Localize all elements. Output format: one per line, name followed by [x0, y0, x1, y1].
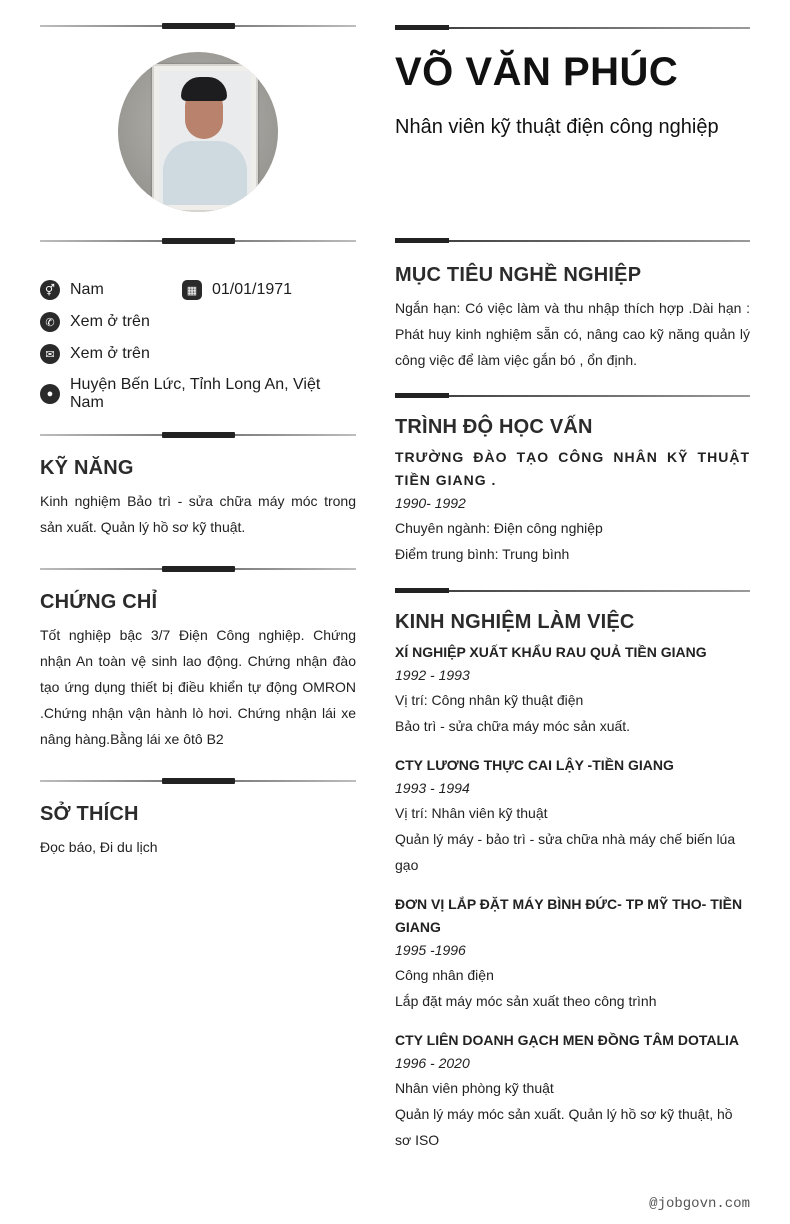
education-title: TRÌNH ĐỘ HỌC VẤN — [395, 416, 593, 438]
job-dates: 1995 -1996 — [395, 942, 466, 958]
job-position: Công nhân điện — [395, 967, 494, 983]
phone-icon: ✆ — [40, 312, 60, 332]
job-position: Vị trí: Công nhân kỹ thuật điện — [395, 692, 584, 708]
job-dates: 1993 - 1994 — [395, 780, 470, 796]
divider — [40, 431, 356, 439]
job-dates: 1996 - 2020 — [395, 1055, 470, 1071]
job-dates: 1992 - 1993 — [395, 667, 470, 683]
birthdate-row — [182, 280, 292, 300]
divider — [395, 588, 750, 594]
job-description: Bảo trì - sửa chữa máy móc sản xuất. — [395, 718, 631, 734]
divider — [395, 25, 750, 31]
job-description: Lắp đặt máy móc sản xuất theo công trình — [395, 993, 657, 1009]
portrait-photo — [152, 64, 258, 212]
certificates-text: Tốt nghiệp bậc 3/7 Điện Công nghiệp. Chứng nhận An toàn vệ sinh lao động. Chứng nhận đào tạo ứng dụng thiết bị điều khiển tự động OMRON .Chứng nhận vận hành lò hơi. Chứng nhận lái xe nâng hàng.Bằng lái xe ôtô B2 — [40, 627, 356, 747]
location-pin-icon: ● — [40, 384, 60, 404]
job-position: Nhân viên phòng kỹ thuật — [395, 1080, 554, 1096]
job-company: ĐƠN VỊ LẮP ĐẶT MÁY BÌNH ĐỨC- TP MỸ THO- TIỀN GIANG — [395, 896, 743, 935]
skills-text: Kinh nghiệm Bảo trì - sửa chữa máy móc trong sản xuất. Quản lý hồ sơ kỹ thuật. — [40, 493, 356, 535]
gender-icon: ⚥ — [40, 280, 60, 300]
calendar-icon: ▦ — [182, 280, 202, 300]
phone-value: Xem ở trên — [70, 313, 150, 330]
divider — [40, 237, 356, 245]
job-company: CTY LƯƠNG THỰC CAI LẬY -TIỀN GIANG — [395, 757, 674, 773]
certificates-title: CHỨNG CHỈ — [40, 591, 158, 613]
divider — [40, 777, 356, 785]
divider — [40, 22, 356, 30]
job-company: XÍ NGHIỆP XUẤT KHẨU RAU QUẢ TIỀN GIANG — [395, 644, 707, 660]
footer-watermark: @jobgovn.com — [649, 1196, 750, 1212]
education-major: Chuyên ngành: Điện công nghiệp — [395, 520, 603, 536]
gender-value: Nam — [70, 281, 104, 298]
job-description: Quản lý máy - bảo trì - sửa chữa nhà máy chế biến lúa gạo — [395, 831, 736, 873]
birthdate-value: 01/01/1971 — [212, 281, 293, 298]
mail-icon: ✉ — [40, 344, 60, 364]
phone-row — [40, 312, 150, 332]
education-school: TRƯỜNG ĐÀO TẠO CÔNG NHÂN KỸ THUẬT TIỀN GIANG . — [395, 449, 750, 488]
job-company: CTY LIÊN DOANH GẠCH MEN ĐỒNG TÂM DOTALIA — [395, 1032, 740, 1048]
divider — [395, 393, 750, 399]
gender-row — [40, 280, 104, 300]
hobbies-text: Đọc báo, Đi du lịch — [40, 839, 158, 855]
objective-text: Ngắn hạn: Có việc làm và thu nhập thích hợp .Dài hạn : Phát huy kinh nghiệm sẵn có, nâng cao kỹ năng quản lý công việc để làm việc gắn bó , ổn định. — [395, 300, 750, 368]
address-row — [40, 376, 356, 412]
job-entry — [395, 893, 750, 1014]
education-grade: Điểm trung bình: Trung bình — [395, 546, 570, 562]
address-value: Huyện Bến Lức, Tỉnh Long An, Việt Nam — [70, 376, 321, 411]
divider — [395, 238, 750, 244]
avatar — [118, 52, 278, 212]
job-entry — [395, 641, 750, 739]
skills-title: KỸ NĂNG — [40, 457, 134, 479]
email-value: Xem ở trên — [70, 345, 150, 362]
job-position: Vị trí: Nhân viên kỹ thuật — [395, 805, 548, 821]
objective-title: MỤC TIÊU NGHỀ NGHIỆP — [395, 264, 642, 286]
email-row — [40, 344, 150, 364]
candidate-name: VÕ VĂN PHÚC — [395, 50, 679, 94]
divider — [40, 565, 356, 573]
education-block — [395, 446, 750, 567]
candidate-role: Nhân viên kỹ thuật điện công nghiệp — [395, 116, 719, 138]
job-description: Quản lý máy móc sản xuất. Quản lý hồ sơ kỹ thuật, hồ sơ ISO — [395, 1106, 733, 1148]
job-entry — [395, 754, 750, 878]
education-dates: 1990- 1992 — [395, 495, 466, 511]
job-entry — [395, 1029, 750, 1153]
hobbies-title: SỞ THÍCH — [40, 803, 139, 825]
experience-title: KINH NGHIỆM LÀM VIỆC — [395, 611, 635, 633]
